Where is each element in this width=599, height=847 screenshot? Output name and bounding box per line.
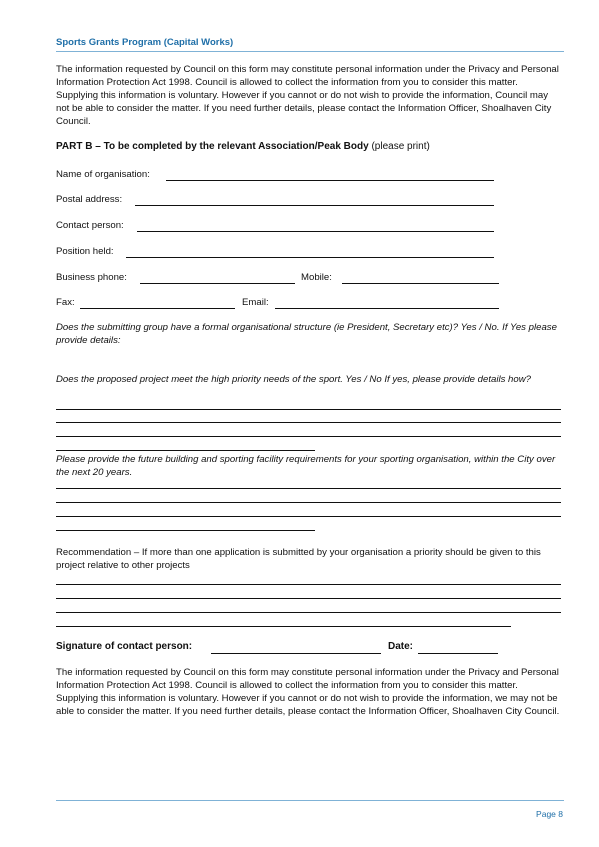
mobile-label: Mobile:	[301, 272, 332, 283]
privacy-notice-bottom: The information requested by Council on this form may constitute personal information under the Privacy and Personal Information Protection Act 1998. Council is allowed to collect the information from you to consider this matter. Supplying this information is voluntary. However if you cannot or do not wish to provide the information, we may not be able to consider the matter. If you need further details, please contact the Information Officer, Shoalhaven City Council.	[56, 667, 560, 717]
page-number: Page 8	[536, 809, 563, 819]
part-b-heading	[56, 141, 430, 152]
postal-address-label: Postal address:	[56, 194, 123, 205]
position-held-field[interactable]	[56, 246, 496, 260]
recommendation-text: Recommendation – If more than one application is submitted by your organisation a priority should be given to this project relative to other projects	[56, 547, 541, 571]
contact-person-field[interactable]	[56, 220, 496, 234]
signature-row	[56, 641, 576, 657]
answer-line[interactable]	[56, 584, 561, 585]
date-label: Date:	[388, 641, 414, 652]
answer-line[interactable]	[56, 488, 561, 489]
business-phone-label: Business phone:	[56, 272, 127, 283]
header-rule	[56, 51, 564, 52]
position-held-line[interactable]	[126, 257, 494, 258]
answer-line[interactable]	[56, 530, 315, 531]
postal-address-field[interactable]	[56, 194, 496, 208]
organisation-label: Name of organisation:	[56, 169, 150, 180]
answer-line[interactable]	[56, 436, 561, 437]
contact-person-label: Contact person:	[56, 220, 124, 231]
contact-person-line[interactable]	[137, 231, 494, 232]
document-header-title: Sports Grants Program (Capital Works)	[56, 37, 234, 48]
question-high-priority-needs: Does the proposed project meet the high priority needs of the sport. Yes / No If yes, please provide details how?	[56, 374, 531, 385]
answer-line[interactable]	[56, 516, 561, 517]
phone-row	[56, 272, 501, 286]
answer-line[interactable]	[56, 409, 561, 410]
question-organisational-structure: Does the submitting group have a formal organisational structure (ie President, Secretary etc)? Yes / No. If Yes please provide details:	[56, 322, 557, 346]
mobile-line[interactable]	[342, 283, 499, 284]
footer-rule	[56, 800, 564, 801]
email-label: Email:	[242, 297, 269, 308]
answer-line[interactable]	[56, 612, 561, 613]
position-held-label: Position held:	[56, 246, 114, 257]
answer-line[interactable]	[56, 502, 561, 503]
answer-line[interactable]	[56, 422, 561, 423]
date-line[interactable]	[418, 653, 498, 654]
fax-line[interactable]	[80, 308, 235, 309]
part-b-note: (please print)	[371, 141, 430, 152]
fax-email-row	[56, 297, 501, 311]
answer-line[interactable]	[56, 626, 511, 627]
fax-label: Fax:	[56, 297, 75, 308]
email-line[interactable]	[275, 308, 499, 309]
postal-address-line[interactable]	[135, 205, 494, 206]
question-future-facility-requirements: Please provide the future building and sporting facility requirements for your sporting organisation, within the City over the next 20 years.	[56, 454, 556, 478]
business-phone-line[interactable]	[140, 283, 295, 284]
answer-line[interactable]	[56, 450, 315, 451]
signature-label: Signature of contact person:	[56, 641, 193, 652]
organisation-field[interactable]	[56, 169, 496, 183]
organisation-line[interactable]	[166, 180, 494, 181]
part-b-title: PART B – To be completed by the relevant Association/Peak Body	[56, 141, 369, 152]
signature-line[interactable]	[211, 653, 381, 654]
answer-line[interactable]	[56, 598, 561, 599]
privacy-notice-top: The information requested by Council on this form may constitute personal information under the Privacy and Personal Information Protection Act 1998. Council is allowed to collect the information from you to consider this matter. Supplying this information is voluntary. However if you cannot or do not wish to provide the information, Council may not be able to consider the matter. If you need further details, please contact the Information Officer, Shoalhaven City Council.	[56, 64, 559, 127]
